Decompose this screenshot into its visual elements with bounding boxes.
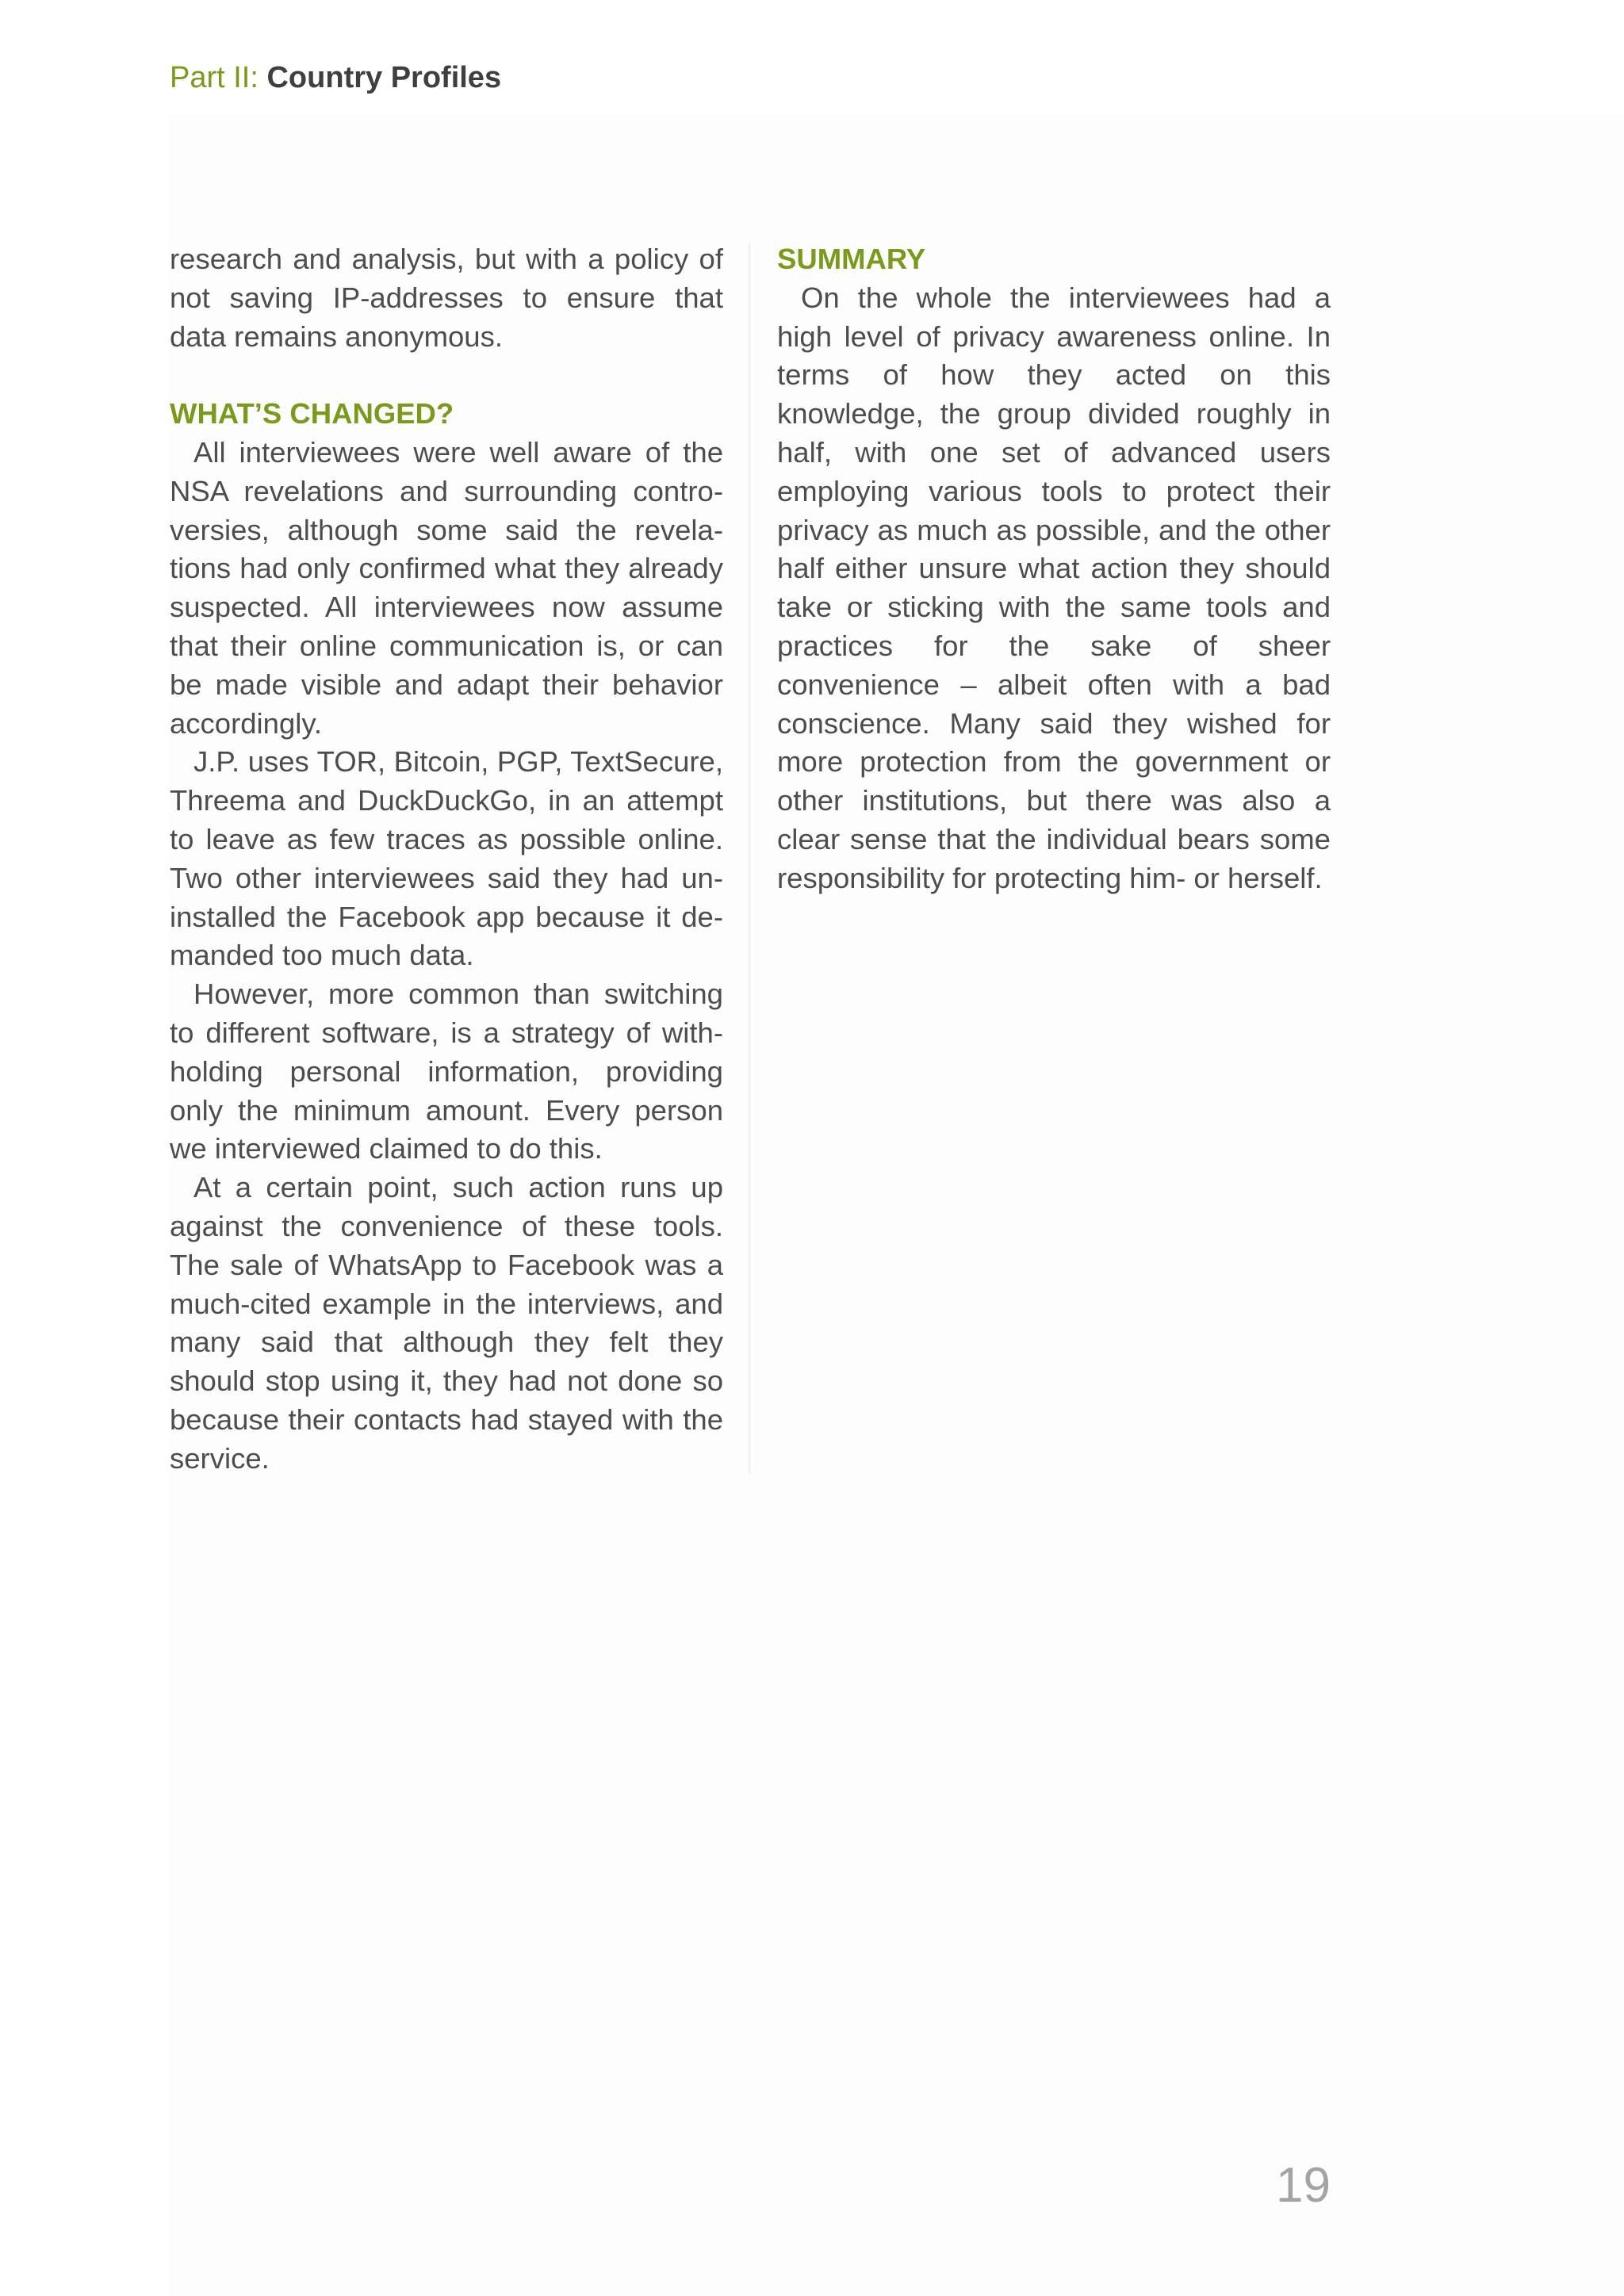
header-section-title: Country Profiles (266, 61, 502, 94)
body-paragraph: All interviewees were well aware of the NSA revelations and surrounding controversies, although some said the revelations had only confirmed what they already suspected. All interviewees now assume that their online communication is, or can be made visible and adapt their behavior accordingly. (170, 435, 723, 740)
left-text-column (170, 240, 723, 1479)
body-paragraph: On the whole the interviewees had a high level of privacy awareness online. In terms of how they acted on this knowledge, the group divided roughly in half, with one set of advanced users employing various tools to protect their privacy as much as possible, and the other half either unsure what action they should take or sticking with the same tools and practices for the sake of sheer convenience – albeit often with a bad conscience. Many said they wished for more protection from the government or other institutions, but there was also a clear sense that the individual bears some responsibility for protecting him- or herself. (777, 281, 1331, 894)
running-header (170, 59, 501, 97)
column-divider (749, 243, 750, 1473)
body-paragraph: J.P. uses TOR, Bitcoin, PGP, TextSecure, Threema and DuckDuckGo, in an attempt to leave as few traces as possible online. Two other interviewees said they had uninstalled the Facebook app because it demanded too much data. (170, 745, 723, 972)
page-number: 19 (1276, 2158, 1331, 2213)
section-heading-summary: SUMMARY (777, 243, 926, 275)
header-part-label: Part II: (170, 61, 259, 94)
body-paragraph: However, more common than switching to different software, is a strategy of withholding personal information, providing only the minimum amount. Every person we interviewed claimed to do this. (170, 978, 723, 1165)
section-heading-whats-changed: WHAT’S CHANGED? (170, 397, 454, 430)
continued-paragraph: research and analysis, but with a policy of not saving IP-addresses to ensure that data remains anonymous. (170, 243, 723, 353)
right-text-column (777, 240, 1331, 898)
body-paragraph: At a certain point, such action runs up against the convenience of these tools. The sale of WhatsApp to Facebook was a much-cited example in the interviews, and many said that although they felt they should stop using it, they had not done so because their contacts had stayed with the service. (170, 1171, 723, 1475)
